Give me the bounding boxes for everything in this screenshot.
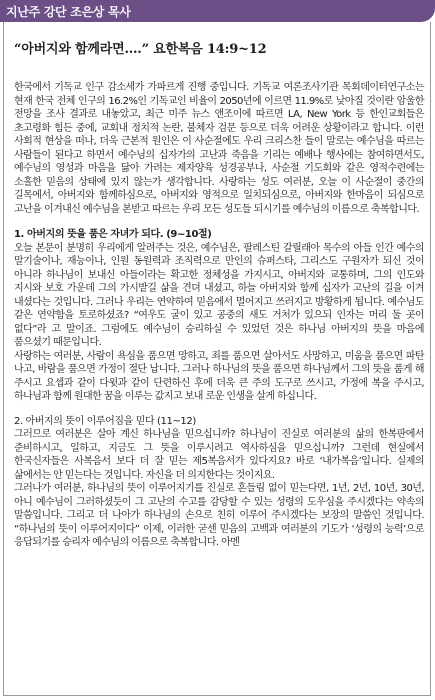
section-2-heading: 2. 아버지의 뜻이 이루어짐을 믿다 (11~12) xyxy=(14,415,196,427)
sermon-content xyxy=(14,38,424,550)
section-2-paragraph-1: 그러므로 여러분은 살아 계신 하나님을 믿으십니까? 하나님이 진실로 여러분의 삶의 한복판에서 준비하시고, 일하고, 지금도 그 뜻을 이루시려고 역사하심을 믿으십니까? 그런데 현실에서 한국신자들은 사복음서 보다 더 잘 믿는 제5복음서가 있다지요? 바로 ‘내가복음’입니다. 실제의 삶에서는 안 믿는다는 것입니다. 자신을 더 의지한다는 것이지요. xyxy=(14,429,424,481)
section-1-paragraph-2: 사랑하는 여러분, 사람이 욕심을 품으면 망하고, 죄를 품으면 살아서도 사망하고, 미움을 품으면 파탄 나고, 바람을 품으면 가정이 절단 납니다. 그러나 하나님의 뜻을 품으면 하나님께서 그의 뜻을 품게 해 주시고 요셉과 같이 다윗과 같이 단련하신 후에 더욱 큰 주의 도구로 쓰시고, 가정에 복을 주시고, 하나님과 함께 원대한 꿈을 이루는 값지고 보내 로운 인생을 살게 하십니다. xyxy=(14,350,424,402)
section-1-paragraph-1: 오늘 본문이 분명히 우리에게 알려주는 것은, 예수님은, 팔레스틴 갈릴래아 목수의 아들 인간 예수의 말기술이나, 재능이나, 인원 동원력과 조직력으로 만인의 슈퍼스타, 그리스도 구원자가 되신 것이 아니라 하나님이 보내신 아들이라는 확고한 정체성을 가지시고, 아버지와 교통하며, 그의 인도와 지시와 보호 가운데 그의 가시밭길 삶을 견뎌 내셨고, 하늘 아버지와 함께 십자가 고난의 길을 이겨 내셨다는 것입니다. 그러나 우리는 연약하여 믿음에서 멀어지고 쓰러지고 방황하게 됩니다. 예수님도 같은 연약함을 토로하셨죠? “여우도 굴이 있고 공중의 새도 거처가 있으되 인자는 머리 둘 곳이 없다”라 고 말이죠. 그럼에도 예수님이 승리하실 수 있었던 것은 하나님 아버지의 뜻을 마음에 품으셨기 때문입니다. xyxy=(14,242,424,348)
header-bar xyxy=(0,0,435,22)
section-2-paragraph-2: 그러나가 여러분, 하나님의 뜻이 이루어지기를 진실로 흔들림 없이 믿는다면, 1년, 2년, 10년, 30년, 아니 예수님이 그러하셨듯이 그 고난의 수고를 감당할 수 있는 성령의 도우심을 주시겠다는 약속의 말씀입니다. 그리고 더 나아가 하나님의 손으로 친히 이루어 주시겠다는 보장의 말씀인 것입니다. “하나님의 뜻이 이루어지이다” 이제, 이러한 굳센 믿음의 고백과 여러분의 기도가 ‘성령의 능력’으로 응답되기를 승리자 예수님의 이름으로 축복합니다. 아멘 xyxy=(14,483,424,548)
intro-paragraph: 한국에서 기독교 인구 감소세가 가파르게 진행 중입니다. 기독교 여론조사기관 목회데이터연구소는 현재 한국 전체 인구의 16.2%인 기독교인 비율이 2050년에 이르면 11.9%로 낮아질 것이란 암울한 전망을 조사 결과로 내놓았고, 최근 미주 뉴스 앤조이에 따르면 LA, New York 등 한인교회들은 초고령화 힘든 중에, 교회내 정치적 논란, 불체자 검문 등으로 더욱 어려운 상황이라고 합니다. 이런 사회적 현상을 떠나, 더욱 근본적 원인은 이 사순절에도 우리 크리스찬 들이 말로는 예수님을 따르는 사람들이 된다고 하면서 예수님의 십자가의 고난과 죽음을 기리는 예배나 행사에는 참여하면서도, 예수님의 영성과 마음을 닮아 가려는 제자양육 성경공부나, 사순절 기도회와 같은 영적수련에는 소홀한 믿음의 상태에 있지 않는가 생각합니다. 사랑하는 성도 여러분, 오늘 이 사순절이 중간의 길목에서, 아버지와 함께하심으로, 아버지와 영적으로 일치되심으로, 아버지와 한마음이 되심으로 고난을 이겨내신 예수님을 본받고 따르는 우리 모든 성도들 되시기를 예수님의 이름으로 축복합니다. xyxy=(14,82,424,215)
section-1-heading: 1. 아버지의 뜻을 품은 자녀가 되다. (9~10절) xyxy=(14,229,212,240)
sermon-title: “아버지와 함께라면….” 요한복음 14:9~12 xyxy=(14,42,267,57)
header-title: 지난주 강단 조은상 목사 xyxy=(6,5,131,19)
